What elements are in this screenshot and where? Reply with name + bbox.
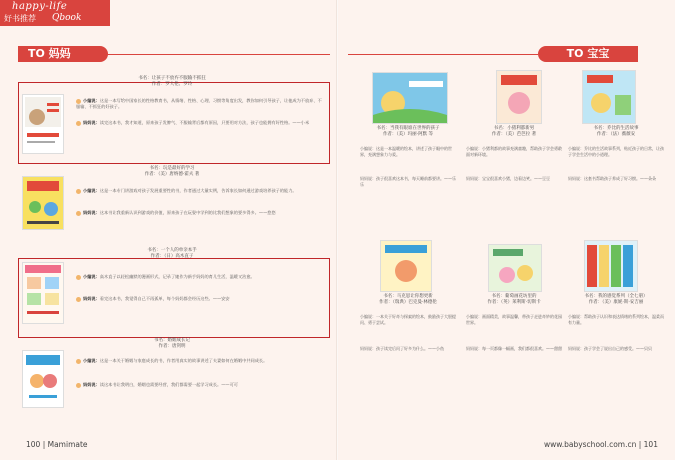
section-title-mom: TO 妈妈: [18, 46, 108, 62]
editor-comment: 小编说：这是一本温暖的绘本，讲述了孩子眼中的世界，充满想象力与爱。: [360, 146, 452, 157]
mom-comment: [76, 382, 322, 388]
mom-comment: 妈妈说：每一页都像一幅画，我们都很喜欢。——甜甜: [466, 346, 562, 351]
book-head: 书名：葡萄画花坊里的 作者：（英）莱利斯·切斯卡: [487, 294, 541, 305]
mom-comment: 妈妈说：孩子很喜欢这本书，每天睡前都要讲。——乐乐: [360, 176, 456, 187]
book-cover: [496, 70, 542, 124]
editor-avatar-icon: [76, 99, 81, 104]
editor-avatar-icon: [76, 189, 81, 194]
editor-text: 这是一本写给中国家长的性格教育书，从情绪、性格、心理、习惯等角度出发，教你如何引导孩子，让他成为不放弃、不服输、不抓狂的好孩子。: [76, 98, 322, 109]
right-page: [338, 0, 675, 460]
book-head: 书名：让孩子不放弃不服输不抓狂 作者：罗大伦、罗玲: [138, 76, 206, 87]
mom-text: 看完这本书，我觉得自己不再孤单，每个妈妈都会经历这些。——安安: [99, 296, 230, 301]
mom-label: 妈妈说：: [83, 382, 100, 387]
page-footer-right: www.babyschool.com.cn | 101: [544, 440, 658, 449]
book-cover: [22, 176, 64, 230]
mom-comment: 妈妈说：孩子读完后问了好多为什么。——小鱼: [360, 346, 444, 351]
book-cover: [584, 240, 638, 292]
editor-label: 小编说：: [83, 274, 100, 279]
book-head: 书名：一个人的单亲本手 作者：（日）高木直子: [147, 248, 197, 259]
editor-comment: [76, 188, 322, 194]
book-cover: [22, 262, 64, 324]
editor-comment: 小编说：小猪利都的故事充满童趣，帮助孩子学会勇敢面对新环境。: [466, 146, 562, 157]
mom-label: 妈妈说：: [83, 296, 100, 301]
book-cover: [380, 240, 432, 292]
editor-label: 小编说：: [83, 98, 100, 103]
mom-comment: 妈妈说：孩子学会了说出自己的感受。——贝贝: [568, 346, 652, 351]
book-head: 书名：当我有眼谁在世界的孩子 作者：（美）玛丽·阿默 等: [376, 126, 440, 137]
book-head: 书名：小猪利都新男 作者：（美）芭芭拉 著: [491, 126, 537, 137]
title-rule: [90, 54, 330, 55]
book-head: 书名：乔比的生活故事 作者：（法）薇薇安: [593, 126, 639, 137]
book-cover: [372, 72, 448, 124]
left-page: [0, 0, 337, 460]
editor-comment: [76, 358, 322, 364]
editor-comment: [76, 274, 322, 280]
book-cover: [22, 94, 64, 154]
title-rule: [348, 54, 538, 55]
mom-text: 这本书让我重新认识到游戏的价值，原来孩子在玩耍中学到的比我们想象的要多得多。——悠悠: [99, 210, 276, 215]
book-cover: [22, 350, 64, 408]
editor-text: 这是一本专门讲游戏对孩子发展重要性的书，作者通过大量实例，告诉家长如何通过游戏培养孩子的能力。: [99, 188, 297, 193]
book-head: 书名：我的感觉系列（全七册） 作者：（美）康妮·斯·安吉丽: [584, 294, 648, 305]
mom-comment: [76, 296, 322, 302]
editor-text: 这是一本关于婚姻与家庭成长的书，作者用真实的故事讲述了夫妻如何在婚姻中共同成长。: [99, 358, 268, 363]
masthead-cn: 好书推荐: [4, 14, 36, 23]
mom-text: 读这本书让我明白，婚姻也需要经营，我们都需要一起学习成长。——可可: [99, 382, 238, 387]
mom-label: 妈妈说：: [83, 120, 100, 125]
book-head: 书名：马克思让你想更新 作者：（瑞典）巴克曼·林德伦: [379, 294, 437, 305]
mom-avatar-icon: [76, 297, 81, 302]
mom-text: 读完这本书，我才知道，原来孩子发脾气、不服输背后都有原因，只要用对方法，孩子也能拥有好性格。——小米: [99, 120, 310, 125]
mom-avatar-icon: [76, 211, 81, 216]
editor-comment: 小编说：画面精美，故事温馨，带孩子走进奇妙的花园世界。: [466, 314, 562, 325]
editor-comment: 小编说：帮助孩子认识和表达情绪的系列绘本，温柔而有力量。: [568, 314, 664, 325]
editor-comment: 小编说：一本关于好奇与探索的绘本，鼓励孩子大胆提问、勇于尝试。: [360, 314, 456, 325]
book-head: 书名：婚姻成长记 作者：唐剑明: [154, 338, 190, 349]
editor-text: 高木直子以轻松幽默的漫画形式，记录了她作为新手妈妈的育儿生活，温暖又治愈。: [99, 274, 255, 279]
mom-comment: [76, 120, 322, 126]
mom-label: 妈妈说：: [83, 210, 100, 215]
editor-comment: [76, 98, 322, 110]
book-cover: [488, 244, 542, 292]
mom-comment: [76, 210, 322, 216]
mom-comment: 妈妈说：这套书帮助孩子养成了好习惯。——朵朵: [568, 176, 656, 181]
editor-avatar-icon: [76, 359, 81, 364]
masthead-en-top: happy-life: [12, 1, 68, 12]
mom-comment: 妈妈说：宝宝很喜欢小猪，边看边笑。——豆豆: [466, 176, 550, 181]
mom-avatar-icon: [76, 383, 81, 388]
page-footer-left: 100 | Mamimate: [26, 440, 88, 449]
mom-avatar-icon: [76, 121, 81, 126]
editor-avatar-icon: [76, 275, 81, 280]
masthead-en-bottom: Qbook: [52, 13, 82, 23]
editor-label: 小编说：: [83, 188, 100, 193]
editor-label: 小编说：: [83, 358, 100, 363]
editor-comment: 小编说：乔比的生活故事系列，贴近孩子的日常，让孩子学会生活中的小道理。: [568, 146, 664, 157]
book-cover: [582, 70, 636, 124]
masthead: [0, 0, 110, 26]
section-title-kid: TO 宝宝: [538, 46, 638, 62]
book-head: 书名：玩是最好的学习 作者：（美）唐纳德·霍夫 著: [144, 166, 200, 177]
